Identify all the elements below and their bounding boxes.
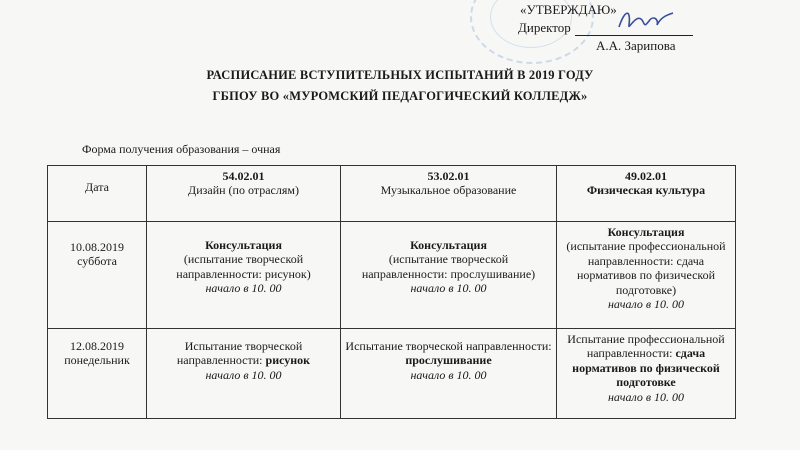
row2-date-value: 12.08.2019 — [70, 339, 124, 353]
row1-col1-time: начало в 10. 00 — [205, 281, 282, 296]
row2-col3 — [557, 329, 736, 419]
education-form: Форма получения образования – очная — [82, 142, 281, 156]
row2-col2 — [341, 329, 557, 419]
row2-day: понедельник — [64, 353, 130, 368]
row1-col1-text: (испытание творческой направленности: рисунок) — [176, 252, 311, 281]
signature-icon — [615, 5, 675, 35]
row1-date-value: 10.08.2019 — [70, 240, 124, 254]
schedule-table — [47, 165, 736, 419]
director-name: А.А. Зарипова — [596, 38, 676, 53]
row1-col1 — [147, 222, 341, 329]
row1-day: суббота — [77, 254, 117, 269]
signature-line — [575, 21, 693, 36]
row1-col2 — [341, 222, 557, 329]
table-row — [48, 222, 736, 329]
row1-col3 — [557, 222, 736, 329]
header-date — [48, 166, 147, 222]
row1-date — [48, 222, 147, 329]
header-col3 — [557, 166, 736, 222]
row1-col2-text: (испытание творческой направленности: прослушивание) — [361, 252, 536, 281]
row2-col3-bold: сдача нормативов по физической подготовке — [572, 346, 720, 390]
row1-col3-title: Консультация — [607, 225, 685, 239]
table-row — [48, 329, 736, 419]
page-title-line1: РАСПИСАНИЕ ВСТУПИТЕЛЬНЫХ ИСПЫТАНИЙ В 2019 ГОДУ — [206, 68, 594, 82]
table-header-row — [48, 166, 736, 222]
row2-col1-bold: рисунок — [265, 353, 311, 368]
row1-col1-title: Консультация — [205, 238, 282, 252]
row2-col3-text: Испытание профессиональной направленности: — [567, 332, 725, 361]
director-line — [518, 20, 693, 36]
header-col3-name: Физическая культура — [586, 183, 706, 198]
row2-col1 — [147, 329, 341, 419]
header-col1-name: Дизайн (по отраслям) — [188, 183, 299, 198]
row2-col2-bold: прослушивание — [405, 353, 492, 368]
approved-label: «УТВЕРЖДАЮ» — [520, 2, 617, 17]
header-col1-code: 54.02.01 — [222, 169, 265, 183]
header-col2-name: Музыкальное образование — [380, 183, 517, 198]
row2-col2-text: Испытание творческой направленности: — [345, 339, 552, 353]
page-title-line2: ГБПОУ ВО «МУРОМСКИЙ ПЕДАГОГИЧЕСКИЙ КОЛЛЕДЖ» — [212, 89, 588, 103]
row1-col3-time: начало в 10. 00 — [607, 296, 685, 311]
row2-date — [48, 329, 147, 419]
row1-col2-time: начало в 10. 00 — [410, 281, 487, 296]
header-col1 — [147, 166, 341, 222]
row2-col1-text: Испытание творческой направленности: — [176, 339, 303, 368]
row1-col2-title: Консультация — [410, 238, 487, 252]
row2-col3-time: начало в 10. 00 — [607, 389, 685, 404]
header-col3-code: 49.02.01 — [625, 169, 667, 183]
director-label: Директор — [518, 20, 571, 35]
row1-col3-text: (испытание профессиональной направленности: сдача нормативов по физической подготовке) — [566, 239, 726, 297]
header-col2-code: 53.02.01 — [427, 169, 470, 183]
header-col2 — [341, 166, 557, 222]
approval-block — [518, 2, 693, 54]
row2-col1-time: начало в 10. 00 — [205, 367, 282, 382]
header-date-label: Дата — [85, 180, 109, 194]
row2-col2-time: начало в 10. 00 — [410, 367, 487, 382]
